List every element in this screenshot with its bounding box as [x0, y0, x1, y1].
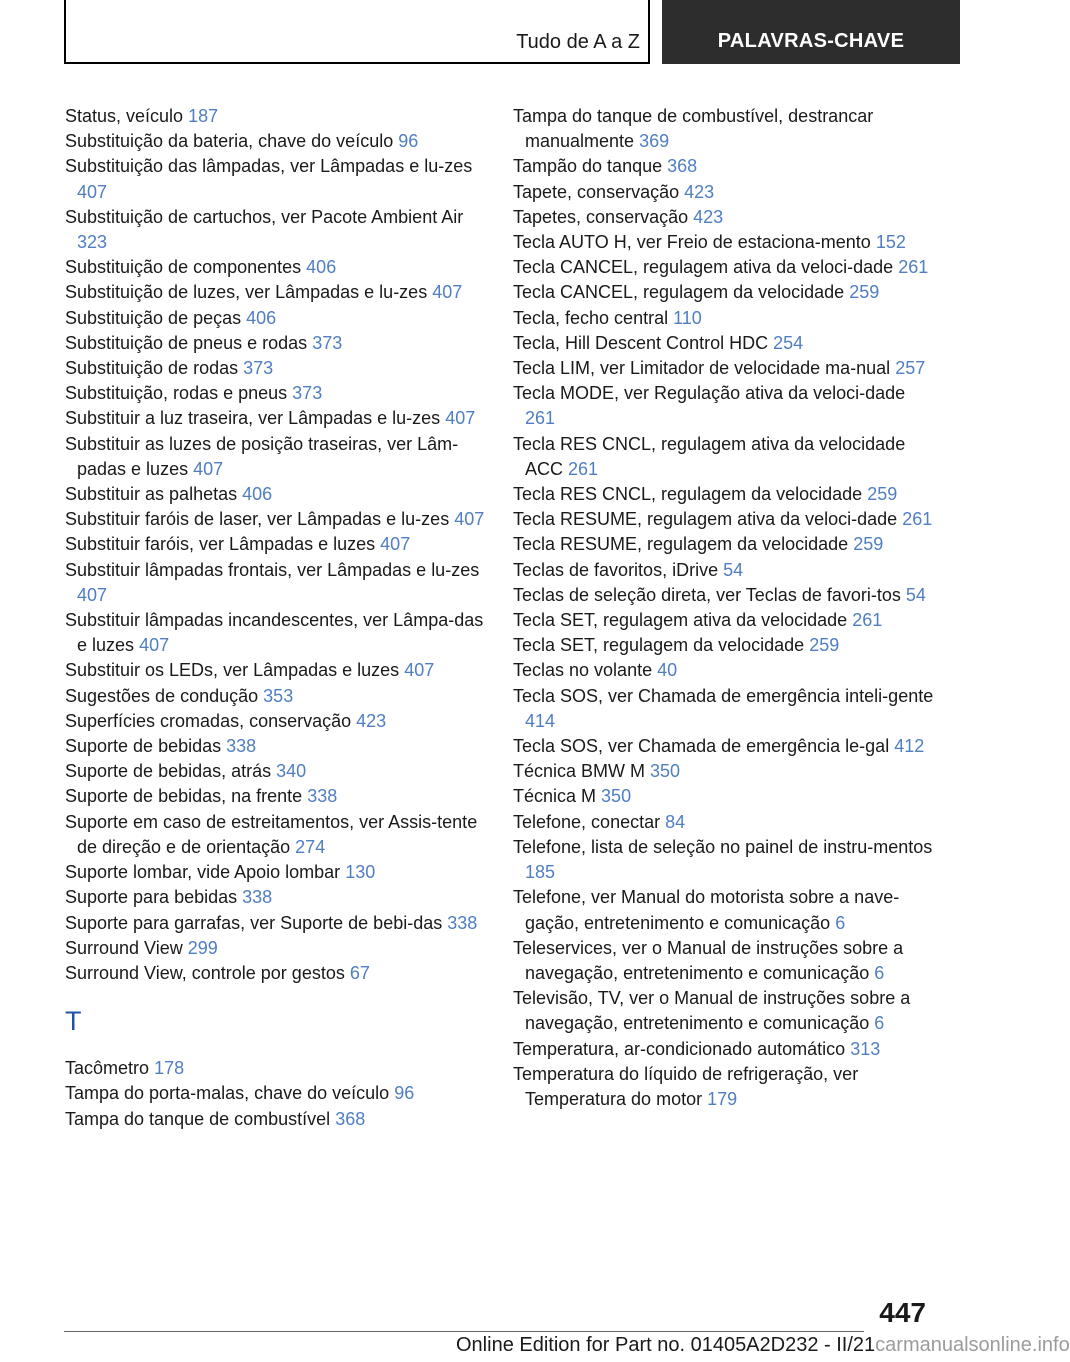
- index-entry: [65, 205, 485, 255]
- index-entry-text: Tecla CANCEL, regulagem ativa da veloci‐dade: [513, 257, 894, 278]
- index-entry-text: Substituir as luzes de posição traseiras, ver Lâm‐padas e luzes: [65, 433, 459, 479]
- index-entry: [65, 860, 485, 885]
- index-entry-text: Substituir os LEDs, ver Lâmpadas e luzes: [65, 660, 400, 681]
- index-entry: [65, 532, 485, 557]
- page-link[interactable]: 259: [849, 282, 880, 303]
- index-entry-text: Tecla SET, regulagem da velocidade: [513, 635, 805, 656]
- page-link[interactable]: 6: [874, 962, 885, 983]
- index-entry: [65, 734, 485, 759]
- index-entry-text: Suporte de bebidas: [65, 736, 222, 757]
- index-entry: [513, 381, 938, 431]
- page-link[interactable]: 423: [684, 181, 715, 202]
- index-entry: [65, 306, 485, 331]
- index-entry-text: Tapete, conservação: [513, 181, 680, 202]
- index-entry-text: Substituição da bateria, chave do veículo: [65, 131, 394, 152]
- index-entry: [513, 482, 938, 507]
- page-link[interactable]: 406: [306, 257, 337, 278]
- index-entry-text: Substituição, rodas e pneus: [65, 383, 288, 404]
- index-entry-text: Televisão, TV, ver o Manual de instruções sobre a navegação, entretenimento e comunicação: [513, 988, 911, 1034]
- page-link[interactable]: 84: [665, 811, 686, 832]
- index-entry: [513, 583, 938, 608]
- index-column-right: [513, 104, 938, 1112]
- page-link[interactable]: 368: [335, 1108, 366, 1129]
- index-entry-text: Suporte de bebidas, na frente: [65, 786, 303, 807]
- index-entry: [513, 936, 938, 986]
- index-entry: [65, 129, 485, 154]
- index-entry: [65, 1107, 485, 1132]
- index-entry: [513, 306, 938, 331]
- page-link[interactable]: 338: [226, 736, 257, 757]
- page-link[interactable]: 187: [188, 106, 219, 126]
- index-entry: [65, 280, 485, 305]
- index-entry: [65, 255, 485, 280]
- index-entry: [513, 835, 938, 885]
- page-link[interactable]: 350: [601, 786, 632, 807]
- page-link[interactable]: 152: [875, 232, 906, 253]
- index-entry: [65, 684, 485, 709]
- page-link[interactable]: 412: [894, 736, 925, 757]
- index-entry-text: Tecla RES CNCL, regulagem ativa da velocidade ACC: [513, 433, 906, 479]
- index-entry-text: Teleservices, ver o Manual de instruções sobre a navegação, entretenimento e comunicação: [513, 937, 904, 983]
- page-link[interactable]: 6: [874, 1013, 885, 1034]
- page-link[interactable]: 338: [242, 887, 273, 908]
- index-entry: [65, 356, 485, 381]
- page-link[interactable]: 299: [187, 937, 218, 958]
- index-entry: [65, 709, 485, 734]
- page-link[interactable]: 67: [349, 962, 370, 983]
- index-entry: [513, 759, 938, 784]
- page-link[interactable]: 407: [139, 635, 170, 656]
- index-entry: [65, 608, 485, 658]
- page-link[interactable]: 340: [276, 761, 307, 782]
- index-entry-text: Substituição de pneus e rodas: [65, 332, 308, 353]
- index-entry-text: Superfícies cromadas, conservação: [65, 710, 352, 731]
- index-entry-text: Técnica M: [513, 786, 597, 807]
- index-entry-text: Tecla LIM, ver Limitador de velocidade ma‐nual: [513, 358, 891, 379]
- index-letter-heading: T: [65, 1006, 82, 1037]
- page-link[interactable]: 96: [394, 1083, 415, 1104]
- page-link[interactable]: 257: [895, 358, 926, 379]
- index-entry: [513, 608, 938, 633]
- index-entry-text: Suporte para bebidas: [65, 887, 238, 908]
- page-link[interactable]: 313: [850, 1038, 881, 1059]
- page-link[interactable]: 323: [77, 232, 108, 253]
- index-entry: [513, 1062, 938, 1112]
- index-entry-text: Substituir lâmpadas frontais, ver Lâmpadas e lu‐zes: [65, 559, 480, 580]
- page-link[interactable]: 274: [295, 836, 326, 857]
- index-entry-text: Tecla, Hill Descent Control HDC: [513, 332, 769, 353]
- keyword-tab: [662, 0, 960, 64]
- index-entry: [65, 507, 485, 532]
- index-entry-text: Temperatura do líquido de refrigeração, ver Temperatura do motor: [513, 1063, 859, 1109]
- page-link[interactable]: 261: [525, 408, 556, 429]
- header-rule-middle: [648, 0, 650, 64]
- index-entry-text: Teclas de seleção direta, ver Teclas de favori‐tos: [513, 584, 901, 605]
- page-link[interactable]: 373: [292, 383, 323, 404]
- index-entry: [513, 154, 938, 179]
- page-link[interactable]: 414: [525, 710, 556, 731]
- page-link[interactable]: 407: [454, 509, 485, 530]
- index-entry-text: Tecla SOS, ver Chamada de emergência le‐gal: [513, 736, 890, 757]
- page-link[interactable]: 54: [723, 559, 744, 580]
- index-entry: [513, 558, 938, 583]
- index-entry: [65, 432, 485, 482]
- page-link[interactable]: 130: [345, 862, 376, 883]
- index-entry: [513, 205, 938, 230]
- page-link[interactable]: 178: [154, 1058, 185, 1079]
- index-entry: [65, 784, 485, 809]
- index-entry-text: Tecla RES CNCL, regulagem da velocidade: [513, 484, 863, 505]
- index-entry: [65, 961, 485, 986]
- index-entry: [65, 936, 485, 961]
- page-number: 447: [879, 1297, 926, 1328]
- index-entry: [513, 986, 938, 1036]
- page-link[interactable]: 254: [773, 332, 804, 353]
- index-entry-text: Tecla RESUME, regulagem da velocidade: [513, 534, 849, 555]
- index-entry-text: Tecla AUTO H, ver Freio de estaciona‐mento: [513, 232, 871, 253]
- page-link[interactable]: 338: [307, 786, 338, 807]
- footer-watermark: carmanualsonline.info: [875, 1334, 1070, 1356]
- page-link[interactable]: 407: [77, 181, 108, 202]
- page-link[interactable]: 407: [77, 584, 108, 605]
- page-link[interactable]: 368: [667, 156, 698, 177]
- index-entry: [513, 507, 938, 532]
- page-link[interactable]: 407: [432, 282, 463, 303]
- index-entry: [513, 356, 938, 381]
- index-entry-text: Substituir faróis, ver Lâmpadas e luzes: [65, 534, 376, 555]
- index-entry-text: Surround View: [65, 937, 183, 958]
- page-link[interactable]: 407: [380, 534, 411, 555]
- page-link[interactable]: 261: [898, 257, 929, 278]
- index-entry-text: Tampa do porta-malas, chave do veículo: [65, 1083, 390, 1104]
- index-entry-text: Substituição de rodas: [65, 358, 239, 379]
- index-entry: [513, 658, 938, 683]
- page-link[interactable]: 338: [447, 912, 478, 933]
- index-entry: [513, 885, 938, 935]
- index-entry-text: Substituir a luz traseira, ver Lâmpadas e lu‐zes: [65, 408, 441, 429]
- index-entry: [65, 104, 485, 129]
- index-entry: [65, 885, 485, 910]
- page-link[interactable]: 179: [707, 1088, 738, 1109]
- index-entry-text: Substituição de peças: [65, 307, 242, 328]
- index-entry: [65, 558, 485, 608]
- page-link[interactable]: 407: [193, 458, 224, 479]
- index-entry-text: Substituir lâmpadas incandescentes, ver Lâmpa‐das e luzes: [65, 610, 484, 656]
- index-entry-text: Tacômetro: [65, 1058, 150, 1079]
- index-entry-text: Tecla SOS, ver Chamada de emergência inteli‐gente: [513, 685, 934, 706]
- index-entry-text: Substituição de componentes: [65, 257, 302, 278]
- index-entry: [65, 911, 485, 936]
- index-entry: [65, 154, 485, 204]
- index-entry-text: Tecla MODE, ver Regulação ativa da veloci‐dade: [513, 383, 906, 404]
- index-entry: [513, 255, 938, 280]
- index-entry: [65, 810, 485, 860]
- index-entry-text: Status, veículo: [65, 106, 184, 126]
- index-entry-text: Teclas de favoritos, iDrive: [513, 559, 719, 580]
- index-entry-text: Tecla CANCEL, regulagem da velocidade: [513, 282, 845, 303]
- page-link[interactable]: 261: [902, 509, 933, 530]
- index-entry-text: Telefone, ver Manual do motorista sobre a nave‐gação, entretenimento e comunicação: [513, 887, 900, 933]
- index-entry-text: Temperatura, ar-condicionado automático: [513, 1038, 846, 1059]
- footer: [456, 1334, 1070, 1357]
- index-entry-text: Tampão do tanque: [513, 156, 663, 177]
- page-link[interactable]: 373: [243, 358, 274, 379]
- index-entry: [65, 759, 485, 784]
- section-title: Tudo de A a Z: [516, 31, 640, 53]
- index-entry-text: Surround View, controle por gestos: [65, 962, 345, 983]
- page-link[interactable]: 40: [657, 660, 678, 681]
- page-link[interactable]: 6: [835, 912, 846, 933]
- index-entry: [513, 432, 938, 482]
- index-entry: [513, 280, 938, 305]
- footer-edition: Online Edition for Part no. 01405A2D232 - II/21: [456, 1334, 876, 1356]
- index-entry: [513, 810, 938, 835]
- index-entry-text: Sugestões de condução: [65, 685, 259, 706]
- index-entry-text: Tapetes, conservação: [513, 206, 689, 227]
- index-entry: [65, 1081, 485, 1106]
- index-entry-text: Telefone, conectar: [513, 811, 661, 832]
- page-link[interactable]: 110: [673, 307, 702, 328]
- index-entry-text: Substituição de luzes, ver Lâmpadas e lu‐zes: [65, 282, 428, 303]
- index-entry: [513, 230, 938, 255]
- index-entry-text: Substituição das lâmpadas, ver Lâmpadas e lu‐zes: [65, 156, 473, 177]
- index-entry: [513, 331, 938, 356]
- page-link[interactable]: 54: [905, 584, 926, 605]
- page-link[interactable]: 261: [852, 610, 883, 631]
- index-entry-text: Suporte de bebidas, atrás: [65, 761, 272, 782]
- index-entry: [513, 633, 938, 658]
- index-entry-text: Tecla, fecho central: [513, 307, 669, 328]
- page-link[interactable]: 407: [445, 408, 476, 429]
- index-entry: [65, 381, 485, 406]
- index-entry-text: Suporte para garrafas, ver Suporte de bebi‐das: [65, 912, 443, 933]
- index-entry: [513, 684, 938, 734]
- page-link[interactable]: 369: [639, 131, 670, 152]
- index-entry-text: Tecla SET, regulagem ativa da velocidade: [513, 610, 848, 631]
- header-rule-left: [64, 0, 66, 64]
- page-link[interactable]: 185: [525, 862, 556, 883]
- index-entry-text: Teclas no volante: [513, 660, 653, 681]
- page-link[interactable]: 406: [242, 484, 273, 505]
- index-entry-text: Suporte lombar, vide Apoio lombar: [65, 862, 341, 883]
- page-link[interactable]: 423: [356, 710, 387, 731]
- page-link[interactable]: 406: [246, 307, 277, 328]
- index-entry: [65, 482, 485, 507]
- keyword-tab-label: PALAVRAS-CHAVE: [717, 29, 905, 52]
- index-entry-text: Substituição de cartuchos, ver Pacote Ambient Air: [65, 206, 464, 227]
- index-entry-text: Técnica BMW M: [513, 761, 646, 782]
- index-column-left: [65, 104, 485, 1132]
- index-entry: [513, 180, 938, 205]
- page-link[interactable]: 259: [809, 635, 840, 656]
- index-entry-text: Tecla RESUME, regulagem ativa da veloci‐dade: [513, 509, 898, 530]
- page-link[interactable]: 261: [568, 458, 599, 479]
- index-entry-text: Tampa do tanque de combustível: [65, 1108, 331, 1129]
- page-link[interactable]: 96: [398, 131, 419, 152]
- index-entry: [65, 658, 485, 683]
- index-entry: [65, 331, 485, 356]
- page-link[interactable]: 407: [404, 660, 435, 681]
- index-entry-text: Tampa do tanque de combustível, destrancar manualmente: [513, 106, 874, 152]
- index-entry: [65, 1056, 485, 1081]
- page-link[interactable]: 350: [650, 761, 681, 782]
- footer-rule: [64, 1331, 864, 1332]
- index-entry: [513, 734, 938, 759]
- index-entry: [513, 1037, 938, 1062]
- index-entry: [65, 406, 485, 431]
- index-entry-text: Substituir faróis de laser, ver Lâmpadas e lu‐zes: [65, 509, 450, 530]
- page-link[interactable]: 373: [312, 332, 343, 353]
- index-entry: [513, 784, 938, 809]
- page-link[interactable]: 353: [263, 685, 294, 706]
- page-link[interactable]: 259: [867, 484, 898, 505]
- index-entry-text: Telefone, lista de seleção no painel de instru‐mentos: [513, 836, 933, 857]
- page-link[interactable]: 423: [693, 206, 724, 227]
- index-entry: [513, 532, 938, 557]
- index-entry-text: Substituir as palhetas: [65, 484, 238, 505]
- header-rule-bottom: [64, 62, 650, 64]
- index-entry: [513, 104, 938, 154]
- page-link[interactable]: 259: [853, 534, 884, 555]
- index-entry-text: Suporte em caso de estreitamentos, ver Assis‐tente de direção e de orientação: [65, 811, 478, 857]
